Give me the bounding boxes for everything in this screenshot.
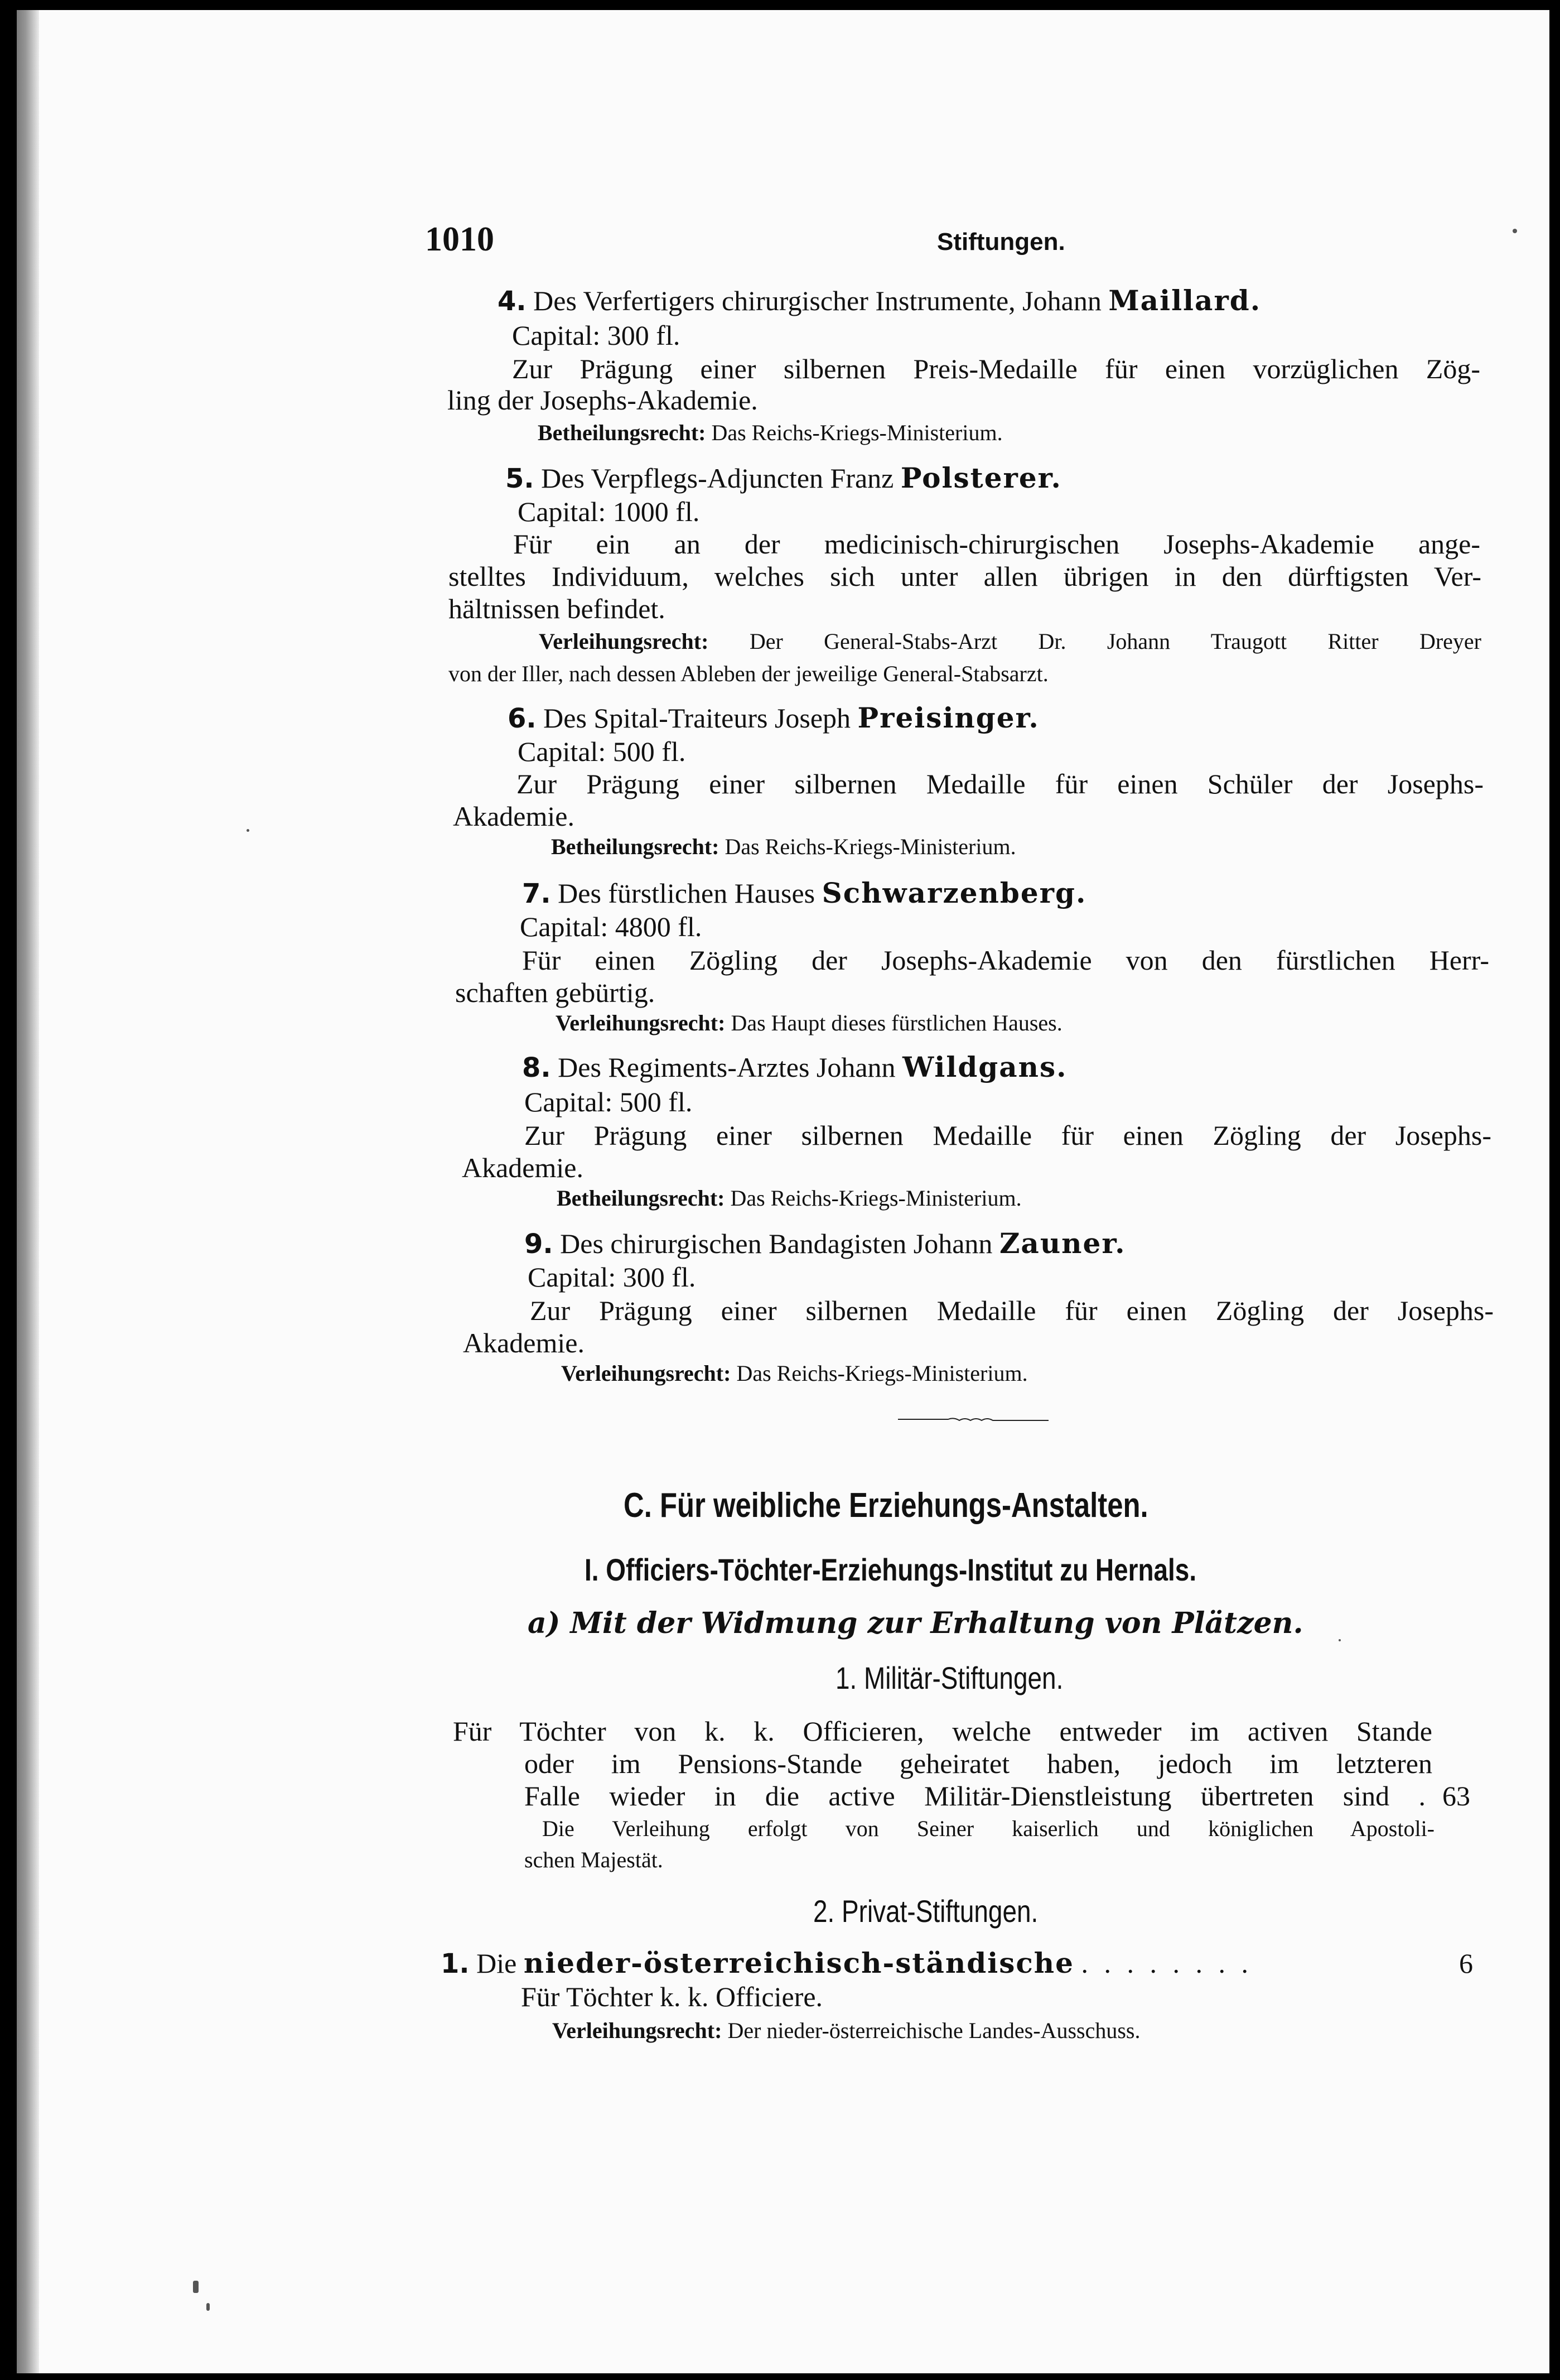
- running-title: Stiftungen.: [937, 228, 1065, 256]
- entry-5-purpose-line: Für ein an der medicinisch-chirurgischen Josephs-Akademie ange-: [513, 528, 1480, 560]
- entry-5-capital: Capital: 1000 fl.: [518, 496, 700, 527]
- entry-number: 9.: [524, 1228, 553, 1260]
- founder-name: Polsterer.: [900, 461, 1062, 494]
- dedication-heading: a) Mit der Widmung zur Erhaltung von Plätzen.: [528, 1606, 1303, 1640]
- right-value: Das Reichs-Kriegs-Ministerium.: [736, 1361, 1028, 1386]
- private-entry-title: [441, 1949, 1253, 1977]
- right-label: Betheilungsrecht:: [538, 420, 706, 445]
- entry-5-right-cont: von der Iller, nach dessen Ableben der jeweilige General-Stabsarzt.: [448, 661, 1049, 686]
- entry-number: 7.: [522, 878, 551, 909]
- entry-7-title: [522, 876, 1087, 909]
- private-right: [552, 2020, 1140, 2042]
- right-value: Der nieder-österreichische Landes-Ausschuss.: [727, 2018, 1141, 2043]
- entry-7-right: [556, 1012, 1062, 1034]
- founder-name: Zauner.: [999, 1227, 1126, 1260]
- entry-number: 1.: [441, 1948, 470, 1979]
- entry-7-purpose-line: schaften gebürtig.: [455, 977, 655, 1008]
- military-heading: 1. Militär-Stiftungen.: [835, 1660, 1064, 1695]
- foundation-name: nieder-österreichisch-ständische: [523, 1947, 1074, 1979]
- entry-7-purpose-line: Für einen Zögling der Josephs-Akademie von den fürstlichen Herr-: [522, 945, 1489, 976]
- entry-intro: Die: [476, 1948, 517, 1979]
- right-value: Das Reichs-Kriegs-Ministerium.: [711, 420, 1003, 445]
- right-value: Der General-Stabs-Arzt Dr. Johann Traugott Ritter Dreyer: [749, 629, 1482, 654]
- entry-9-right: [561, 1362, 1028, 1385]
- entry-intro: Des Spital-Traiteurs Joseph: [543, 702, 851, 734]
- entry-9-title: [524, 1227, 1126, 1260]
- entry-6-capital: Capital: 500 fl.: [518, 736, 686, 767]
- right-value: Das Reichs-Kriegs-Ministerium.: [730, 1186, 1022, 1211]
- military-note: schen Majestät.: [524, 1847, 663, 1872]
- entry-4-purpose-line: Zur Prägung einer silbernen Preis-Medaille für einen vorzüglichen Zög-: [512, 353, 1480, 384]
- right-value: Das Haupt dieses fürstlichen Hauses.: [731, 1010, 1062, 1035]
- entry-number: 5.: [505, 463, 534, 494]
- page-number: 1010: [425, 220, 494, 258]
- entry-8-title: [522, 1053, 1068, 1081]
- entry-8-capital: Capital: 500 fl.: [524, 1086, 693, 1117]
- entry-number: 8.: [522, 1052, 551, 1083]
- private-heading: 2. Privat-Stiftungen.: [813, 1894, 1039, 1929]
- military-line: Für Töchter von k. k. Officieren, welche entweder im activen Stande: [453, 1716, 1432, 1747]
- entry-4-title: [498, 284, 1262, 317]
- entry-4-capital: Capital: 300 fl.: [512, 320, 680, 351]
- entry-9-purpose-line: Akademie.: [463, 1327, 585, 1358]
- right-label: Verleihungsrecht:: [556, 1010, 726, 1035]
- entry-5-purpose-line: stelltes Individuum, welches sich unter allen übrigen in den dürftigsten Ver-: [448, 561, 1481, 592]
- section-heading: C. Für weibliche Erziehungs-Anstalten.: [624, 1486, 1148, 1525]
- founder-name: Schwarzenberg.: [822, 876, 1087, 909]
- right-value: Das Reichs-Kriegs-Ministerium.: [725, 834, 1016, 859]
- entry-9-purpose-line: Zur Prägung einer silbernen Medaille für einen Zögling der Josephs-: [530, 1295, 1494, 1326]
- entry-6-purpose-line: Akademie.: [453, 801, 574, 832]
- right-label: Betheilungsrecht:: [557, 1186, 725, 1211]
- right-label: Verleihungsrecht:: [552, 2018, 722, 2043]
- right-label: Verleihungsrecht:: [561, 1361, 731, 1386]
- ornamental-rule: [898, 1417, 1049, 1422]
- entry-5-purpose-line: hältnissen befindet.: [448, 593, 665, 624]
- leader-dots: . . . . . . . .: [1081, 1948, 1253, 1979]
- military-note: Die Verleihung erfolgt von Seiner kaiserlich und königlichen Apostoli-: [542, 1816, 1435, 1841]
- entry-4-purpose-line: ling der Josephs-Akademie.: [447, 384, 758, 416]
- military-line: oder im Pensions-Stande geheiratet haben, jedoch im letzteren: [524, 1748, 1432, 1779]
- entry-6-right: [551, 836, 1016, 858]
- entry-6-purpose-line: Zur Prägung einer silbernen Medaille für einen Schüler der Josephs-: [516, 768, 1484, 799]
- entry-intro: Des chirurgischen Bandagisten Johann: [560, 1228, 993, 1259]
- entry-6-title: [508, 701, 1040, 734]
- entry-9-capital: Capital: 300 fl.: [528, 1261, 696, 1293]
- entry-number: 6.: [508, 703, 537, 734]
- private-purpose: Für Töchter k. k. Officiere.: [521, 1981, 823, 2012]
- founder-name: Preisinger.: [857, 701, 1040, 734]
- entry-8-purpose-line: Akademie.: [462, 1152, 583, 1183]
- military-count: 63: [1442, 1780, 1470, 1812]
- entry-intro: Des Verpflegs-Adjuncten Franz: [541, 462, 894, 494]
- entry-8-right: [557, 1187, 1022, 1210]
- entry-5-right: [539, 630, 1481, 653]
- entry-intro: Des fürstlichen Hauses: [558, 878, 815, 909]
- entry-intro: Des Verfertigers chirurgischer Instrumente, Johann: [533, 285, 1102, 316]
- private-count: 6: [1459, 1948, 1473, 1979]
- institute-heading: I. Officiers-Töchter-Erziehungs-Institut zu Hernals.: [585, 1552, 1197, 1587]
- entry-7-capital: Capital: 4800 fl.: [520, 911, 702, 942]
- entry-8-purpose-line: Zur Prägung einer silbernen Medaille für einen Zögling der Josephs-: [524, 1120, 1491, 1151]
- entry-intro: Des Regiments-Arztes Johann: [558, 1052, 896, 1083]
- founder-name: Wildgans.: [902, 1051, 1068, 1083]
- military-line: Falle wieder in die active Militär-Dienstleistung übertreten sind .: [524, 1780, 1426, 1812]
- entry-4-right: [538, 422, 1003, 444]
- book-page: [17, 10, 1549, 2373]
- entry-5-title: [505, 461, 1062, 494]
- founder-name: Maillard.: [1108, 284, 1262, 317]
- right-label: Verleihungsrecht:: [539, 629, 709, 654]
- book-spine-shadow: [17, 10, 39, 2373]
- right-label: Betheilungsrecht:: [551, 834, 719, 859]
- entry-number: 4.: [498, 286, 527, 317]
